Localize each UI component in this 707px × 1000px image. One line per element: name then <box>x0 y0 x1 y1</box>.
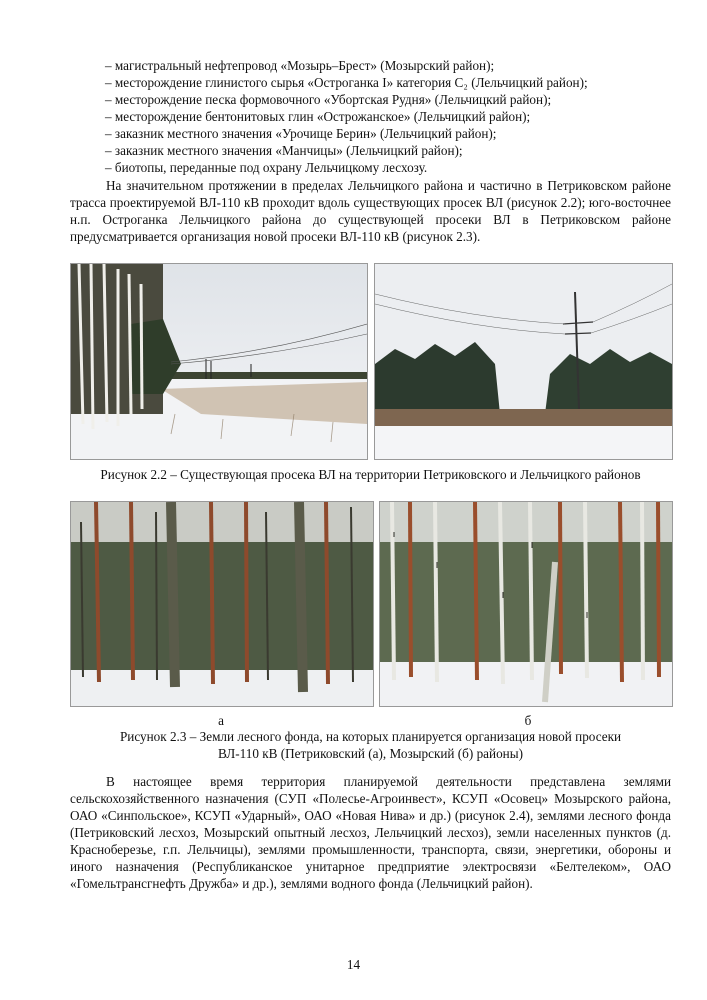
paragraph-route-description: На значительном протяжении в пределах Лельчицкого района и частично в Петриковском районе трасса проектируемой ВЛ-110 кВ проходит вдоль существующих просек ВЛ (рисунок 2.2); юго-восточнее н.п. Остроганка Лельчицкого района до существующей просеки ВЛ в Петриковском районе предусматривается организация новой просеки ВЛ-110 кВ (рисунок 2.3). <box>70 178 671 244</box>
photo-existing-clearing-pole <box>374 263 673 460</box>
figure-2-3-caption-line-2: ВЛ-110 кВ (Петриковский (а), Мозырский (б) районы) <box>218 746 523 761</box>
photo-forest-mozyr <box>379 501 673 707</box>
figure-2-3-caption <box>70 728 671 762</box>
list-item: – месторождение глинистого сырья «Остроганка I» категория C₂ (Лельчицкий район); <box>105 75 588 90</box>
list-item: – месторождение песка формовочного «Убортская Рудня» (Лельчицкий район); <box>105 92 552 107</box>
list-item: – заказник местного значения «Манчицы» (Лельчицкий район); <box>105 143 463 158</box>
figure-2-2-caption: Рисунок 2.2 – Существующая просека ВЛ на территории Петриковского и Лельчицкого районов <box>100 467 641 482</box>
figure-2-3-label-a: а <box>218 713 224 728</box>
page-number: 14 <box>346 957 361 972</box>
list-item: – биотопы, переданные под охрану Лельчицкому лесхозу. <box>105 160 428 175</box>
protected-objects-list <box>105 57 665 176</box>
figure-2-3-label-b: б <box>524 713 532 728</box>
list-item: – магистральный нефтепровод «Мозырь–Брест» (Мозырский район); <box>105 58 495 73</box>
photo-existing-clearing-field <box>70 263 368 460</box>
figure-2-3-caption-line-1: Рисунок 2.3 – Земли лесного фонда, на которых планируется организация новой просеки <box>119 729 622 744</box>
list-item: – месторождение бентонитовых глин «Острожанское» (Лельчицкий район); <box>105 109 531 124</box>
photo-forest-petrikov <box>70 501 374 707</box>
paragraph-land-categories: В настоящее время территория планируемой деятельности представлена землями сельскохозяйственного назначения (СУП «Полесье-Агроинвест», КСУП «Осовец» Мозырского района, ОАО «Синпольское», КСУП «Ударный», ОАО «Новая Нива» и др.) (рисунок 2.4), землями лесного фонда (Петриковский лесхоз, Мозырский опытный лесхоз, Лельчицкий лесхоз), земли населенных пунктов (д. Красноберезье, г.п. Лельчицы), землями промышленности, транспорта, связи, энергетики, обороны и иного назначения (Республиканское унитарное предприятие электросвязи «Белтелеком», ОАО «Гомельтрансгнефть Дружба» и др.), землями водного фонда (Лельчицкий район). <box>70 774 671 891</box>
list-item: – заказник местного значения «Урочище Берин» (Лельчицкий район); <box>105 126 497 141</box>
